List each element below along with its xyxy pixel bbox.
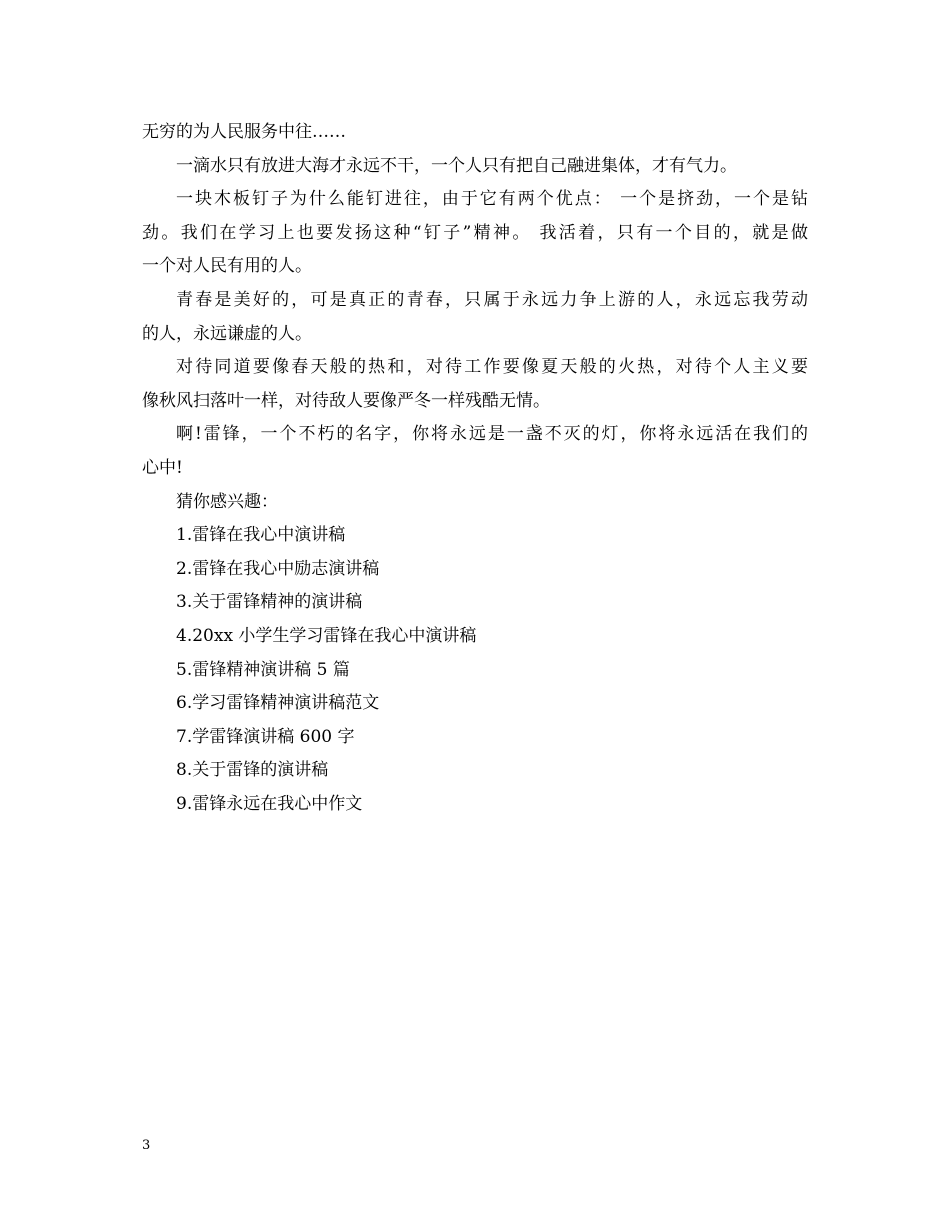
paragraph-line: 像秋风扫落叶一样，对待敌人要像严冬一样残酷无情。 [142, 390, 550, 411]
document-body [142, 116, 808, 821]
related-link[interactable]: 8.关于雷锋的演讲稿 [176, 760, 329, 781]
paragraph-line: 心中! [142, 457, 183, 478]
paragraph-continuation-line: 无穷的为人民服务中往…… [142, 122, 346, 142]
paragraph-line: 的人，永远谦虚的人。 [142, 323, 312, 344]
page-number: 3 [142, 1138, 151, 1153]
related-heading: 猜你感兴趣： [176, 491, 278, 512]
related-link[interactable]: 1.雷锋在我心中演讲稿 [176, 525, 346, 546]
paragraph-line: 一个对人民有用的人。 [142, 256, 312, 277]
paragraph-line: 对待同道要像春天般的热和，对待工作要像夏天般的火热，对待个人主义要 [176, 357, 808, 378]
related-link[interactable]: 6.学习雷锋精神演讲稿范文 [176, 693, 380, 714]
paragraph-line: 啊!雷锋，一个不朽的名字，你将永远是一盏不灭的灯，你将永远活在我们的 [176, 424, 808, 445]
paragraph-line: 劲。我们在学习上也要发扬这种“钉子”精神。 我活着，只有一个目的，就是做 [142, 222, 808, 243]
related-link[interactable]: 2.雷锋在我心中励志演讲稿 [176, 558, 380, 579]
paragraph-line: 一块木板钉子为什么能钉进往，由于它有两个优点： 一个是挤劲，一个是钻 [176, 189, 808, 210]
related-link[interactable]: 9.雷锋永远在我心中作文 [176, 793, 363, 814]
related-link[interactable]: 4.20xx 小学生学习雷锋在我心中演讲稿 [176, 625, 477, 646]
related-link[interactable]: 7.学雷锋演讲稿 600 字 [176, 726, 355, 747]
related-link[interactable]: 5.雷锋精神演讲稿 5 篇 [176, 659, 350, 680]
paragraph-line: 一滴水只有放进大海才永远不干，一个人只有把自己融进集体，才有气力。 [176, 155, 737, 176]
paragraph-line: 青春是美好的，可是真正的青春，只属于永远力争上游的人，永远忘我劳动 [176, 289, 808, 310]
related-link[interactable]: 3.关于雷锋精神的演讲稿 [176, 592, 363, 613]
